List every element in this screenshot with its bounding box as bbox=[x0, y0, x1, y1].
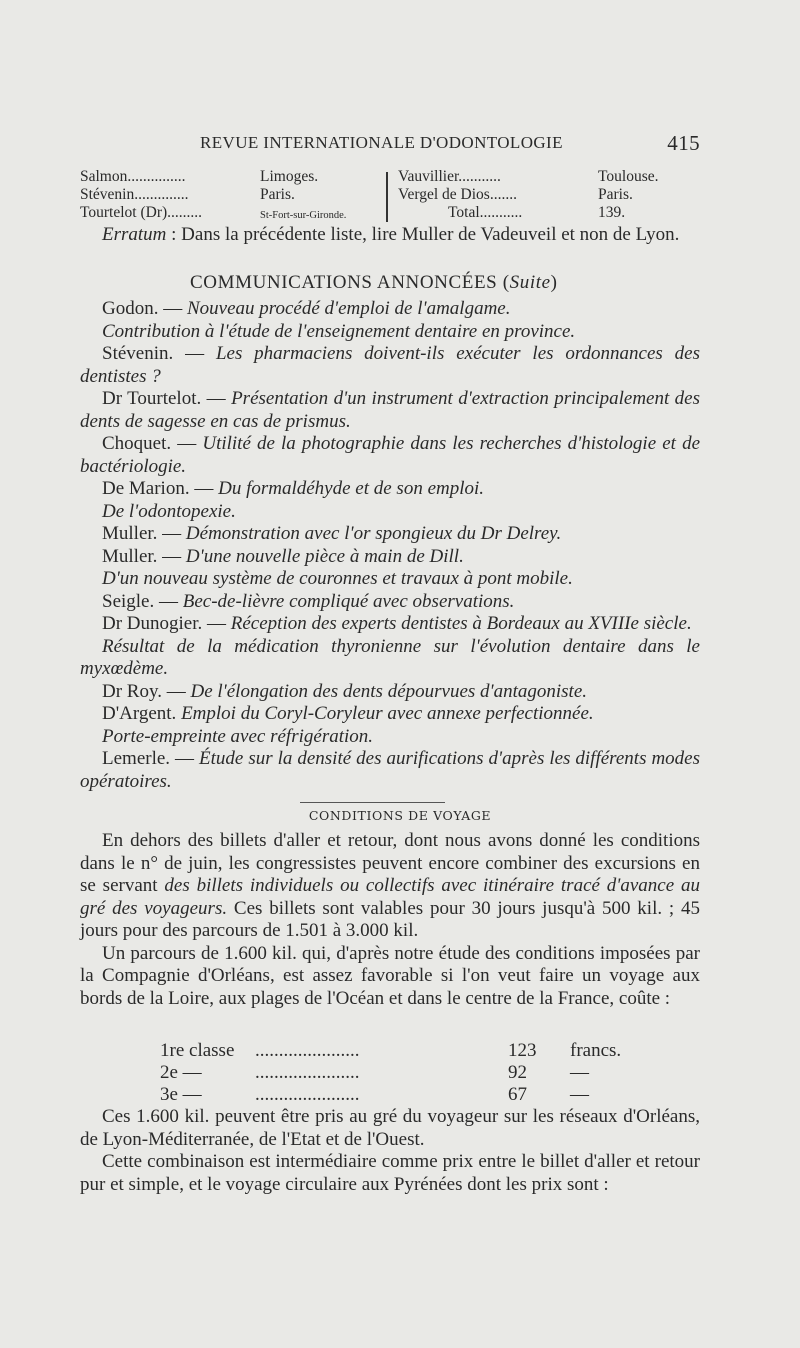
entry-title: Présentation d'un instrument d'extraction principalement des dents de sagesse en cas de prismus. bbox=[80, 388, 700, 432]
entry-author: D'Argent. bbox=[102, 703, 182, 724]
price-row: 3e — ...................... 67 — bbox=[160, 1084, 589, 1105]
entry-author: Lemerle. — bbox=[102, 748, 200, 769]
communication-entry bbox=[80, 613, 700, 636]
entry-title: D'une nouvelle pièce à main de Dill. bbox=[185, 545, 464, 567]
entry-title: Démonstration avec l'or spongieux du Dr Delrey. bbox=[185, 523, 562, 544]
communication-entry bbox=[80, 321, 700, 344]
member-total-row: Total........... 139. bbox=[448, 204, 626, 221]
entry-title: Réception des experts dentistes à Bordeaux au XVIIIe siècle. bbox=[230, 613, 692, 634]
page-number: 415 bbox=[667, 131, 700, 155]
communication-entry bbox=[80, 433, 700, 478]
communication-entry bbox=[80, 703, 700, 726]
communication-entry bbox=[80, 681, 700, 704]
member-row: Salmon............... Limoges. bbox=[80, 168, 319, 185]
entry-title: Les pharmaciens doivent-ils exécuter les ordonnances des dentistes ? bbox=[80, 343, 700, 387]
price-row: 1re classe ...................... 123 francs. bbox=[160, 1040, 622, 1061]
entry-author: Seigle. — bbox=[102, 590, 183, 612]
entry-title: De l'élongation des dents dépourvues d'antagoniste. bbox=[190, 680, 588, 702]
entry-title: De l'odontopexie. bbox=[102, 500, 236, 522]
entry-title: Porte-empreinte avec réfrigération. bbox=[102, 725, 374, 747]
communication-entry bbox=[80, 298, 700, 321]
communication-entry bbox=[80, 501, 700, 524]
erratum-label: Erratum bbox=[102, 224, 167, 245]
section-divider bbox=[300, 802, 445, 803]
member-row: Tourtelot (Dr)......... St-Fort-sur-Gironde. bbox=[80, 204, 347, 221]
entry-author: Dr Roy. — bbox=[102, 680, 191, 702]
communication-entry bbox=[80, 388, 700, 433]
entry-title: Étude sur la densité des aurifications d'après les différents modes opératoires. bbox=[80, 748, 700, 792]
communication-entry bbox=[80, 726, 700, 749]
erratum-text: : Dans la précédente liste, lire Muller de Vadeuveil et non de Lyon. bbox=[166, 224, 680, 245]
column-divider bbox=[386, 172, 388, 222]
price-table bbox=[80, 1040, 700, 1106]
member-column-left bbox=[80, 168, 385, 222]
entry-title: Bec-de-lièvre compliqué avec observations. bbox=[182, 590, 515, 612]
paragraph: Ces 1.600 kil. peuvent être pris au gré du voyageur sur les réseaux d'Orléans, de Lyon-Méditerranée, de l'Etat et de l'Ouest. bbox=[80, 1106, 700, 1150]
member-row: Stévenin.............. Paris. bbox=[80, 186, 295, 203]
communications-list bbox=[80, 298, 700, 793]
paragraph: Cette combinaison est intermédiaire comme prix entre le billet d'aller et retour pur et simple, et le voyage circulaire aux Pyrénées dont les prix sont : bbox=[80, 1151, 700, 1195]
communication-entry bbox=[80, 546, 700, 569]
entry-author: Godon. — bbox=[102, 298, 187, 319]
entry-author: Muller. — bbox=[102, 545, 186, 567]
communication-entry bbox=[80, 343, 700, 388]
entry-title: Résultat de la médication thyronienne sur l'évolution dentaire dans le myxœdème. bbox=[80, 635, 700, 679]
member-row: Vauvillier........... Toulouse. bbox=[398, 168, 659, 185]
entry-author: De Marion. — bbox=[102, 478, 219, 499]
entry-author: Stévenin. — bbox=[102, 343, 216, 364]
communication-entry bbox=[80, 478, 700, 501]
entry-title: Emploi du Coryl-Coryleur avec annexe perfectionnée. bbox=[181, 703, 594, 724]
communications-heading: COMMUNICATIONS ANNONCÉES (Suite) bbox=[190, 272, 558, 293]
communication-entry bbox=[80, 568, 700, 591]
conditions-text-continued bbox=[80, 1106, 700, 1196]
conditions-text bbox=[80, 830, 700, 1010]
erratum-paragraph bbox=[80, 224, 700, 247]
journal-title: REVUE INTERNATIONALE D'ODONTOLOGIE bbox=[200, 133, 563, 152]
communication-entry bbox=[80, 591, 700, 614]
entry-author: Dr Dunogier. — bbox=[102, 613, 231, 634]
price-row: 2e — ...................... 92 — bbox=[160, 1062, 589, 1083]
communication-entry bbox=[80, 523, 700, 546]
member-column-right bbox=[398, 168, 700, 222]
communication-entry bbox=[80, 748, 700, 793]
conditions-heading: CONDITIONS DE VOYAGE bbox=[308, 808, 492, 823]
communication-entry bbox=[80, 636, 700, 681]
running-header bbox=[80, 133, 700, 157]
entry-title: Nouveau procédé d'emploi de l'amalgame. bbox=[186, 298, 511, 319]
entry-author: Muller. — bbox=[102, 523, 186, 544]
entry-title: Utilité de la photographie dans les recherches d'histologie et de bactériologie. bbox=[80, 433, 700, 477]
entry-title: Du formaldéhyde et de son emploi. bbox=[218, 478, 485, 499]
paragraph: En dehors des billets d'aller et retour, dont nous avons donné les conditions dans le n° de juin, les congressistes peuvent encore combiner des excursions en se servant des billets individuels ou collectifs avec itinéraire tracé d'avance au gré des voyageurs. Ces billets sont valables pour 30 jours jusqu'à 500 kil. ; 45 jours pour des parcours de 1.501 à 3.000 kil. bbox=[80, 830, 700, 941]
paragraph: Un parcours de 1.600 kil. qui, d'après notre étude des conditions imposées par la Compagnie d'Orléans, est assez favorable si l'on veut faire un voyage aux bords de la Loire, aux plages de l'Océan et dans le centre de la France, coûte : bbox=[80, 942, 700, 1009]
entry-author: Choquet. — bbox=[102, 433, 203, 454]
member-list bbox=[80, 168, 700, 228]
entry-title: Contribution à l'étude de l'enseignement dentaire en province. bbox=[102, 320, 576, 342]
member-row: Vergel de Dios....... Paris. bbox=[398, 186, 633, 203]
entry-title: D'un nouveau système de couronnes et travaux à pont mobile. bbox=[102, 568, 573, 589]
entry-author: Dr Tourtelot. — bbox=[102, 388, 232, 409]
